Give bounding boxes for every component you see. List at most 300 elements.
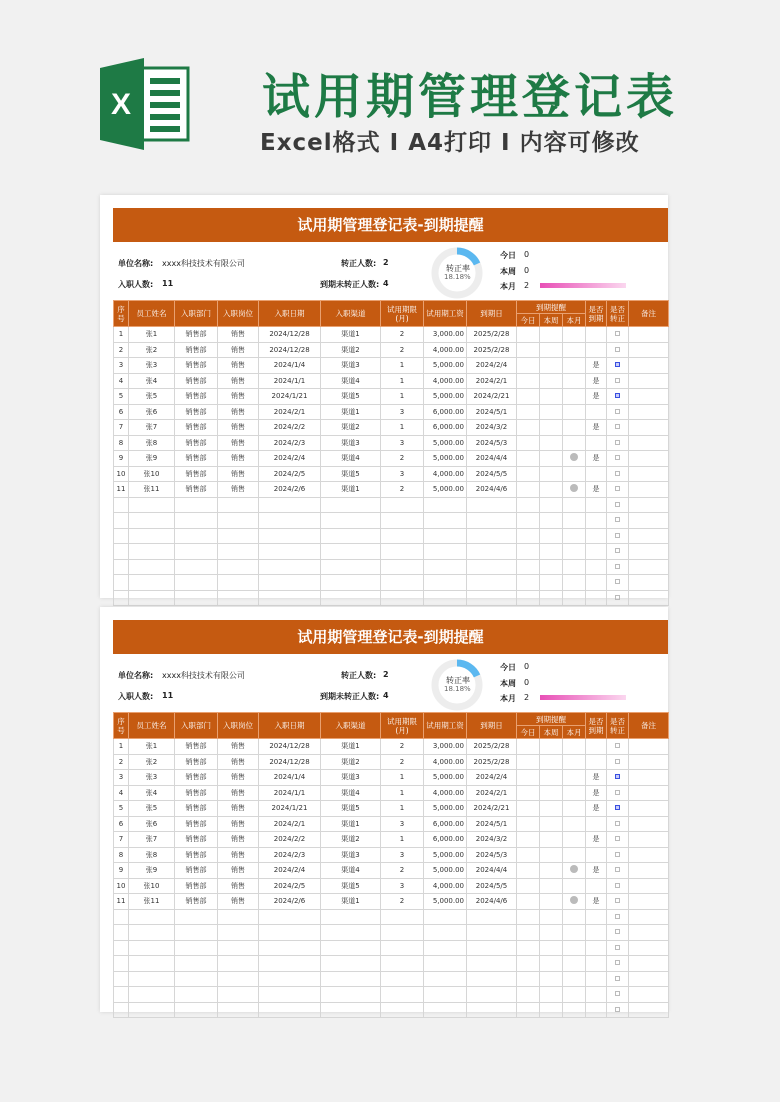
cell-remark[interactable] (629, 373, 669, 389)
cell-name: 张3 (129, 770, 175, 786)
cell-empty (607, 528, 629, 544)
cell-remark[interactable] (629, 801, 669, 817)
cell-empty (259, 497, 321, 513)
table-row (114, 482, 669, 498)
cell-months: 3 (381, 847, 424, 863)
cell-empty (607, 513, 629, 529)
cell-remark[interactable] (629, 466, 669, 482)
checkbox-icon[interactable] (615, 409, 620, 414)
cell-expired: 是 (586, 373, 607, 389)
cell-empty (467, 575, 517, 591)
column-header: 序号 (114, 713, 129, 739)
cell-salary: 5,000.00 (424, 894, 467, 910)
cell-dept: 销售部 (175, 404, 218, 420)
column-header: 入职渠道 (321, 301, 381, 327)
cell-empty (424, 971, 467, 987)
checkbox-icon[interactable] (615, 898, 620, 903)
cell-week (540, 739, 563, 755)
cell-start: 2024/2/1 (259, 404, 321, 420)
cell-today (517, 801, 540, 817)
cell-empty (517, 590, 540, 606)
cell-empty (563, 513, 586, 529)
cell-empty (259, 575, 321, 591)
cell-empty (381, 956, 424, 972)
cell-week (540, 785, 563, 801)
cell-empty (467, 1002, 517, 1018)
cell-empty (607, 925, 629, 941)
cell-months: 2 (381, 894, 424, 910)
cell-end: 2024/2/21 (467, 389, 517, 405)
cell-empty (586, 559, 607, 575)
cell-no: 1 (114, 739, 129, 755)
cell-empty (129, 1002, 175, 1018)
cell-empty (629, 590, 669, 606)
cell-empty (381, 575, 424, 591)
cell-salary: 4,000.00 (424, 878, 467, 894)
checkbox-icon[interactable] (615, 759, 620, 764)
cell-end: 2025/2/28 (467, 327, 517, 343)
cell-empty (175, 1002, 218, 1018)
cell-salary: 5,000.00 (424, 863, 467, 879)
cell-end: 2024/4/6 (467, 894, 517, 910)
cell-today (517, 863, 540, 879)
table-row (114, 832, 669, 848)
cell-empty (259, 925, 321, 941)
cell-today (517, 342, 540, 358)
cell-remark[interactable] (629, 863, 669, 879)
cell-remark[interactable] (629, 816, 669, 832)
cell-empty (129, 925, 175, 941)
cell-no: 8 (114, 435, 129, 451)
cell-confirmed (607, 739, 629, 755)
cell-name: 张3 (129, 358, 175, 374)
sub-column-header: 本周 (540, 726, 563, 739)
cell-pos: 销售 (218, 342, 259, 358)
cell-start: 2024/1/4 (259, 358, 321, 374)
cell-empty (129, 513, 175, 529)
company-label: 单位名称: (118, 671, 154, 680)
cell-empty (259, 940, 321, 956)
cell-expired: 是 (586, 389, 607, 405)
cell-confirmed (607, 785, 629, 801)
cell-empty (586, 925, 607, 941)
cell-start: 2024/2/5 (259, 466, 321, 482)
cell-empty (114, 497, 129, 513)
cell-week (540, 435, 563, 451)
cell-confirmed (607, 466, 629, 482)
cell-month (563, 389, 586, 405)
checkbox-checked-icon[interactable] (615, 362, 620, 367)
cell-remark[interactable] (629, 451, 669, 467)
cell-expired: 是 (586, 451, 607, 467)
cell-channel: 渠道2 (321, 832, 381, 848)
cell-empty (540, 497, 563, 513)
cell-month (563, 451, 586, 467)
cell-remark[interactable] (629, 754, 669, 770)
cell-remark[interactable] (629, 739, 669, 755)
cell-empty (424, 513, 467, 529)
cell-remark[interactable] (629, 420, 669, 436)
cell-today (517, 482, 540, 498)
cell-channel: 渠道3 (321, 847, 381, 863)
cell-remark[interactable] (629, 785, 669, 801)
cell-salary: 6,000.00 (424, 816, 467, 832)
cell-confirmed (607, 816, 629, 832)
table-row-empty (114, 544, 669, 560)
table-row-empty (114, 956, 669, 972)
checkbox-icon[interactable] (615, 914, 620, 919)
cell-empty (114, 909, 129, 925)
confirmed-count: 2 (383, 258, 389, 267)
cell-dept: 销售部 (175, 373, 218, 389)
cell-empty (424, 956, 467, 972)
cell-month (563, 404, 586, 420)
checkbox-icon[interactable] (615, 579, 620, 584)
checkbox-icon[interactable] (615, 378, 620, 383)
column-header: 试用期工资 (424, 301, 467, 327)
cell-remark[interactable] (629, 404, 669, 420)
cell-remark[interactable] (629, 832, 669, 848)
cell-name: 张11 (129, 482, 175, 498)
checkbox-icon[interactable] (615, 976, 620, 981)
cell-start: 2024/2/1 (259, 816, 321, 832)
cell-end: 2024/3/2 (467, 832, 517, 848)
month-label: 本月 (500, 694, 516, 703)
cell-week (540, 358, 563, 374)
cell-empty (321, 940, 381, 956)
cell-empty (381, 971, 424, 987)
sub-column-header: 本月 (563, 726, 586, 739)
cell-empty (321, 528, 381, 544)
cell-start: 2024/2/3 (259, 847, 321, 863)
cell-month (563, 739, 586, 755)
cell-expired: 是 (586, 420, 607, 436)
checkbox-icon[interactable] (615, 821, 620, 826)
cell-channel: 渠道1 (321, 482, 381, 498)
cell-today (517, 832, 540, 848)
cell-month (563, 482, 586, 498)
checkbox-icon[interactable] (615, 929, 620, 934)
cell-empty (540, 513, 563, 529)
cell-empty (563, 1002, 586, 1018)
cell-pos: 销售 (218, 785, 259, 801)
cell-empty (586, 971, 607, 987)
cell-empty (129, 956, 175, 972)
table-row (114, 770, 669, 786)
cell-week (540, 482, 563, 498)
cell-name: 张10 (129, 466, 175, 482)
cell-empty (129, 987, 175, 1003)
cell-empty (467, 909, 517, 925)
cell-channel: 渠道4 (321, 451, 381, 467)
cell-week (540, 801, 563, 817)
cell-remark[interactable] (629, 482, 669, 498)
cell-start: 2024/2/4 (259, 863, 321, 879)
cell-channel: 渠道5 (321, 466, 381, 482)
cell-no: 10 (114, 466, 129, 482)
register-table (113, 712, 669, 1018)
cell-empty (517, 987, 540, 1003)
cell-empty (607, 987, 629, 1003)
cell-empty (129, 575, 175, 591)
checkbox-icon[interactable] (615, 471, 620, 476)
cell-empty (629, 559, 669, 575)
checkbox-icon[interactable] (615, 1007, 620, 1012)
week-count: 0 (524, 678, 530, 687)
cell-name: 张7 (129, 832, 175, 848)
cell-dept: 销售部 (175, 832, 218, 848)
cell-dept: 销售部 (175, 785, 218, 801)
checkbox-checked-icon[interactable] (615, 774, 620, 779)
cell-empty (563, 971, 586, 987)
cell-remark[interactable] (629, 770, 669, 786)
cell-expired (586, 404, 607, 420)
cell-remark[interactable] (629, 358, 669, 374)
cell-empty (321, 956, 381, 972)
cell-empty (259, 1002, 321, 1018)
cell-confirmed (607, 863, 629, 879)
cell-expired: 是 (586, 785, 607, 801)
cell-empty (467, 528, 517, 544)
column-header: 是否到期 (586, 713, 607, 739)
today-label: 今日 (500, 663, 516, 672)
cell-channel: 渠道4 (321, 863, 381, 879)
cell-no: 2 (114, 754, 129, 770)
checkbox-icon[interactable] (615, 502, 620, 507)
cell-channel: 渠道2 (321, 420, 381, 436)
checkbox-icon[interactable] (615, 548, 620, 553)
cell-empty (114, 513, 129, 529)
cell-end: 2024/2/1 (467, 373, 517, 389)
column-header: 入职部门 (175, 713, 218, 739)
cell-empty (607, 590, 629, 606)
cell-empty (175, 956, 218, 972)
cell-expired: 是 (586, 832, 607, 848)
month-label: 本月 (500, 282, 516, 291)
checkbox-icon[interactable] (615, 790, 620, 795)
table-row (114, 878, 669, 894)
cell-expired (586, 466, 607, 482)
cell-empty (563, 590, 586, 606)
cell-dept: 销售部 (175, 466, 218, 482)
cell-today (517, 327, 540, 343)
cell-expired (586, 739, 607, 755)
table-row (114, 739, 669, 755)
sheet-title: 试用期管理登记表-到期提醒 (113, 620, 668, 654)
cell-channel: 渠道1 (321, 404, 381, 420)
cell-no: 11 (114, 482, 129, 498)
cell-empty (175, 575, 218, 591)
cell-months: 1 (381, 785, 424, 801)
checkbox-icon[interactable] (615, 533, 620, 538)
table-row-empty (114, 528, 669, 544)
cell-empty (629, 1002, 669, 1018)
cell-no: 7 (114, 420, 129, 436)
cell-empty (321, 513, 381, 529)
cell-pos: 销售 (218, 404, 259, 420)
cell-months: 2 (381, 863, 424, 879)
cell-month (563, 466, 586, 482)
cell-end: 2024/5/5 (467, 466, 517, 482)
cell-start: 2024/1/1 (259, 785, 321, 801)
cell-empty (129, 590, 175, 606)
cell-end: 2024/5/1 (467, 816, 517, 832)
cell-salary: 4,000.00 (424, 342, 467, 358)
cell-channel: 渠道2 (321, 754, 381, 770)
cell-today (517, 373, 540, 389)
checkbox-checked-icon[interactable] (615, 805, 620, 810)
checkbox-icon[interactable] (615, 743, 620, 748)
cell-today (517, 466, 540, 482)
cell-start: 2024/1/21 (259, 801, 321, 817)
checkbox-icon[interactable] (615, 852, 620, 857)
checkbox-icon[interactable] (615, 331, 620, 336)
cell-empty (607, 909, 629, 925)
unconfirmed-count: 4 (383, 691, 389, 700)
cell-empty (540, 971, 563, 987)
confirmed-label: 转正人数: (341, 259, 377, 268)
cell-name: 张8 (129, 847, 175, 863)
cell-end: 2024/4/4 (467, 451, 517, 467)
cell-today (517, 420, 540, 436)
cell-months: 3 (381, 404, 424, 420)
cell-no: 6 (114, 404, 129, 420)
cell-end: 2024/5/3 (467, 847, 517, 863)
cell-remark[interactable] (629, 878, 669, 894)
cell-empty (467, 940, 517, 956)
cell-empty (218, 987, 259, 1003)
cell-empty (114, 1002, 129, 1018)
cell-today (517, 878, 540, 894)
cell-empty (259, 971, 321, 987)
cell-end: 2024/3/2 (467, 420, 517, 436)
cell-confirmed (607, 389, 629, 405)
cell-no: 3 (114, 358, 129, 374)
cell-pos: 销售 (218, 754, 259, 770)
cell-empty (424, 909, 467, 925)
cell-expired: 是 (586, 770, 607, 786)
checkbox-icon[interactable] (615, 424, 620, 429)
cell-today (517, 389, 540, 405)
cell-empty (259, 590, 321, 606)
checkbox-icon[interactable] (615, 945, 620, 950)
cell-start: 2024/1/1 (259, 373, 321, 389)
checkbox-checked-icon[interactable] (615, 393, 620, 398)
cell-empty (114, 528, 129, 544)
cell-name: 张4 (129, 785, 175, 801)
cell-empty (321, 544, 381, 560)
cell-empty (321, 925, 381, 941)
cell-expired: 是 (586, 482, 607, 498)
cell-channel: 渠道3 (321, 358, 381, 374)
table-row-empty (114, 513, 669, 529)
table-row (114, 420, 669, 436)
unconfirmed-label: 到期未转正人数: (320, 692, 380, 701)
cell-empty (517, 575, 540, 591)
checkbox-icon[interactable] (615, 486, 620, 491)
cell-dept: 销售部 (175, 435, 218, 451)
cell-pos: 销售 (218, 801, 259, 817)
week-count: 0 (524, 266, 530, 275)
cell-expired (586, 342, 607, 358)
cell-no: 11 (114, 894, 129, 910)
checkbox-icon[interactable] (615, 440, 620, 445)
cell-empty (586, 575, 607, 591)
cell-empty (467, 497, 517, 513)
cell-empty (381, 1002, 424, 1018)
cell-dept: 销售部 (175, 342, 218, 358)
cell-name: 张10 (129, 878, 175, 894)
cell-week (540, 816, 563, 832)
cell-week (540, 847, 563, 863)
cell-empty (129, 528, 175, 544)
checkbox-icon[interactable] (615, 347, 620, 352)
cell-channel: 渠道1 (321, 816, 381, 832)
cell-empty (218, 497, 259, 513)
checkbox-icon[interactable] (615, 960, 620, 965)
cell-remark[interactable] (629, 327, 669, 343)
cell-months: 1 (381, 389, 424, 405)
unconfirmed-label: 到期未转正人数: (320, 280, 380, 289)
rate-label: 转正率 (446, 676, 470, 685)
checkbox-icon[interactable] (615, 517, 620, 522)
cell-pos: 销售 (218, 739, 259, 755)
cell-remark[interactable] (629, 342, 669, 358)
cell-remark[interactable] (629, 389, 669, 405)
cell-name: 张5 (129, 801, 175, 817)
table-row-empty (114, 909, 669, 925)
cell-empty (540, 544, 563, 560)
checkbox-icon[interactable] (615, 836, 620, 841)
cell-remark[interactable] (629, 894, 669, 910)
sub-column-header: 本周 (540, 314, 563, 327)
checkbox-icon[interactable] (615, 883, 620, 888)
cell-empty (517, 909, 540, 925)
checkbox-icon[interactable] (615, 595, 620, 600)
cell-empty (517, 956, 540, 972)
cell-dept: 销售部 (175, 327, 218, 343)
table-row (114, 404, 669, 420)
cell-channel: 渠道2 (321, 342, 381, 358)
cell-remark[interactable] (629, 847, 669, 863)
column-header: 到期日 (467, 301, 517, 327)
checkbox-icon[interactable] (615, 991, 620, 996)
cell-no: 9 (114, 451, 129, 467)
cell-expired (586, 878, 607, 894)
hired-label: 入职人数: (118, 692, 154, 701)
cell-month (563, 435, 586, 451)
checkbox-icon[interactable] (615, 564, 620, 569)
cell-pos: 销售 (218, 420, 259, 436)
cell-week (540, 327, 563, 343)
cell-empty (563, 497, 586, 513)
checkbox-icon[interactable] (615, 867, 620, 872)
cell-empty (467, 987, 517, 1003)
month-progress-bar (540, 283, 626, 288)
cell-pos: 销售 (218, 832, 259, 848)
cell-empty (563, 925, 586, 941)
checkbox-icon[interactable] (615, 455, 620, 460)
cell-empty (607, 956, 629, 972)
cell-confirmed (607, 342, 629, 358)
table-row-empty (114, 925, 669, 941)
cell-empty (467, 956, 517, 972)
confirmed-count: 2 (383, 670, 389, 679)
cell-dept: 销售部 (175, 754, 218, 770)
cell-empty (218, 940, 259, 956)
cell-remark[interactable] (629, 435, 669, 451)
cell-empty (114, 940, 129, 956)
